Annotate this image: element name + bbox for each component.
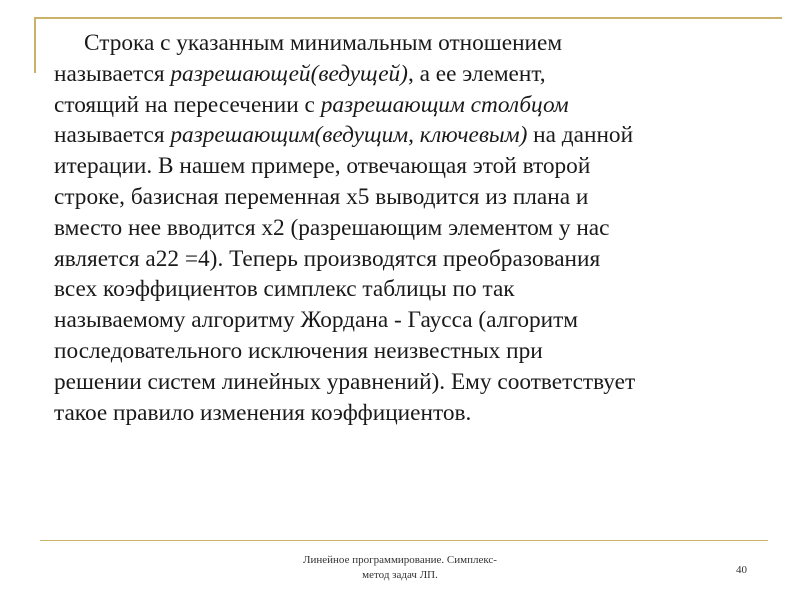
text-line [54,274,784,305]
text-line [54,305,784,336]
text-run: , а ее элемент, [407,60,546,87]
text-line [54,398,784,429]
text-run: является a22 =4). Теперь производятся преобразования [54,245,601,272]
text-run: называется [54,60,171,87]
text-line [54,120,784,151]
text-line [54,182,784,213]
text-run: вместо нее вводится x2 (разрешающим элементом у нас [54,214,610,241]
text-run: Строка с указанным минимальным отношением [84,30,563,56]
top-border-line [34,17,782,19]
text-line [54,28,784,59]
text-run: называется [54,122,171,149]
text-run: итерации. В нашем примере, отвечающая этой второй [54,153,591,180]
text-run: строке, базисная переменная x5 выводится из плана и [54,183,589,210]
text-run: стоящий на пересечении с [54,91,321,118]
text-line [54,367,784,398]
text-run: на данной [527,122,634,149]
italic-term: разрешающим(ведущим, ключевым) [170,122,528,149]
italic-term: разрешающей(ведущей) [170,60,408,87]
text-run: называемому алгоритму Жордана - Гаусса (алгоритм [54,307,579,334]
left-border-line [34,17,36,73]
text-line [54,213,784,244]
text-line [54,336,784,367]
footer-caption-line-2: метод задач ЛП. [362,569,438,581]
footer-caption [250,553,550,583]
text-run: последовательного исключения неизвестных при [54,337,543,364]
text-run: решении систем линейных уравнений). Ему соответствует [54,368,636,395]
slide-body-text [54,28,784,428]
text-run: всех коэффициентов симплекс таблицы по так [54,276,515,303]
italic-term: разрешающим столбцом [320,91,569,118]
text-line [54,244,784,275]
footer-caption-line-1: Линейное программирование. Симплекс- [303,554,497,566]
text-line [54,151,784,182]
text-line [54,90,784,121]
text-run: такое правило изменения коэффициентов. [54,399,472,426]
page-number: 40 [736,564,747,576]
text-line [54,59,784,90]
footer-divider [40,540,768,541]
